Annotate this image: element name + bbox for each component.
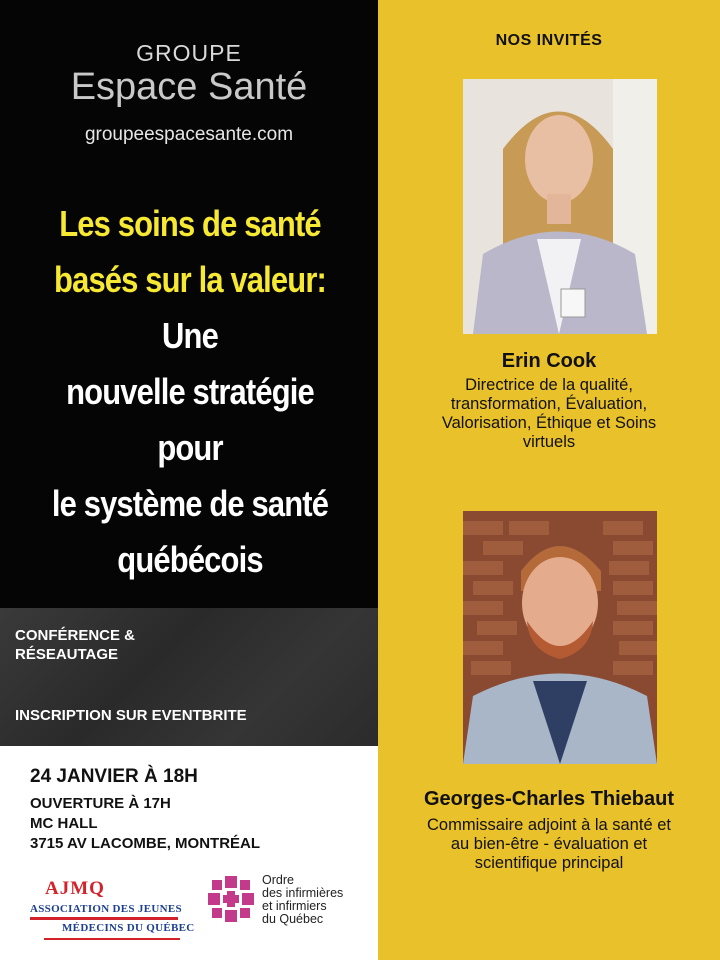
event-address: 3715 AV LACOMBE, MONTRÉAL — [30, 835, 261, 852]
headline-line-5: québécois — [117, 539, 263, 580]
guest-role-2 — [393, 816, 705, 873]
event-opening: OUVERTURE À 17H — [30, 795, 171, 812]
guest-role-2-line-1: Commissaire adjoint à la santé et — [427, 816, 671, 834]
organizer-groupe: GROUPE — [136, 40, 242, 66]
event-type-line-2: RÉSEAUTAGE — [15, 646, 119, 663]
headline-line-1: Les soins de santé — [59, 203, 321, 244]
guest-photo-georges-charles-thiebaut — [463, 511, 657, 764]
guest-role-2-line-3: scientifique principal — [474, 854, 624, 872]
registration-info: INSCRIPTION SUR EVENTBRITE — [15, 707, 247, 724]
ajmq-logo-acronym: AJMQ — [45, 878, 105, 899]
event-headline — [37, 196, 343, 588]
headline-line-2-highlight: basés sur la valeur: — [54, 259, 326, 300]
event-type-line-1: CONFÉRENCE & — [15, 627, 136, 644]
guest-role-1-line-4: virtuels — [522, 433, 576, 451]
ajmq-logo-bar — [30, 917, 178, 920]
oiiq-line-2: des infirmières — [262, 886, 344, 900]
headline-line-3: nouvelle stratégie pour — [66, 371, 314, 468]
ajmq-logo-line-1: ASSOCIATION DES JEUNES — [30, 903, 182, 915]
headline-line-4: le système de santé — [51, 483, 329, 524]
guest-role-2-line-2: au bien-être - évaluation et — [450, 835, 648, 853]
event-type — [15, 626, 135, 664]
headline-line-2-rest: Une — [162, 315, 218, 356]
guests-title: NOS INVITÉS — [495, 32, 603, 49]
oiiq-logo-icon — [208, 876, 254, 922]
headline-line-2 — [37, 252, 343, 364]
guest-name-2: Georges-Charles Thiebaut — [423, 788, 675, 810]
guest-role-1-line-3: Valorisation, Éthique et Soins — [441, 414, 657, 432]
ajmq-logo-line-2: MÉDECINS DU QUÉBEC — [62, 922, 195, 934]
guest-name-1: Erin Cook — [501, 350, 597, 372]
event-venue: MC HALL — [30, 815, 98, 832]
guest-role-1 — [393, 376, 705, 452]
oiiq-line-4: du Québec — [262, 912, 324, 926]
event-date: 24 JANVIER À 18H — [30, 766, 198, 787]
oiiq-line-3: et infirmiers — [262, 899, 327, 913]
guest-role-1-line-1: Directrice de la qualité, — [465, 376, 633, 394]
oiiq-line-1: Ordre — [262, 873, 294, 887]
ajmq-logo-bar-2 — [44, 938, 180, 940]
guest-photo-erin-cook — [463, 79, 657, 334]
guest-role-1-line-2: transformation, Évaluation, — [450, 395, 648, 413]
oiiq-logo-text — [262, 874, 343, 926]
organizer-name: Espace Santé — [70, 66, 308, 108]
organizer-url[interactable]: groupeespacesante.com — [84, 124, 294, 145]
